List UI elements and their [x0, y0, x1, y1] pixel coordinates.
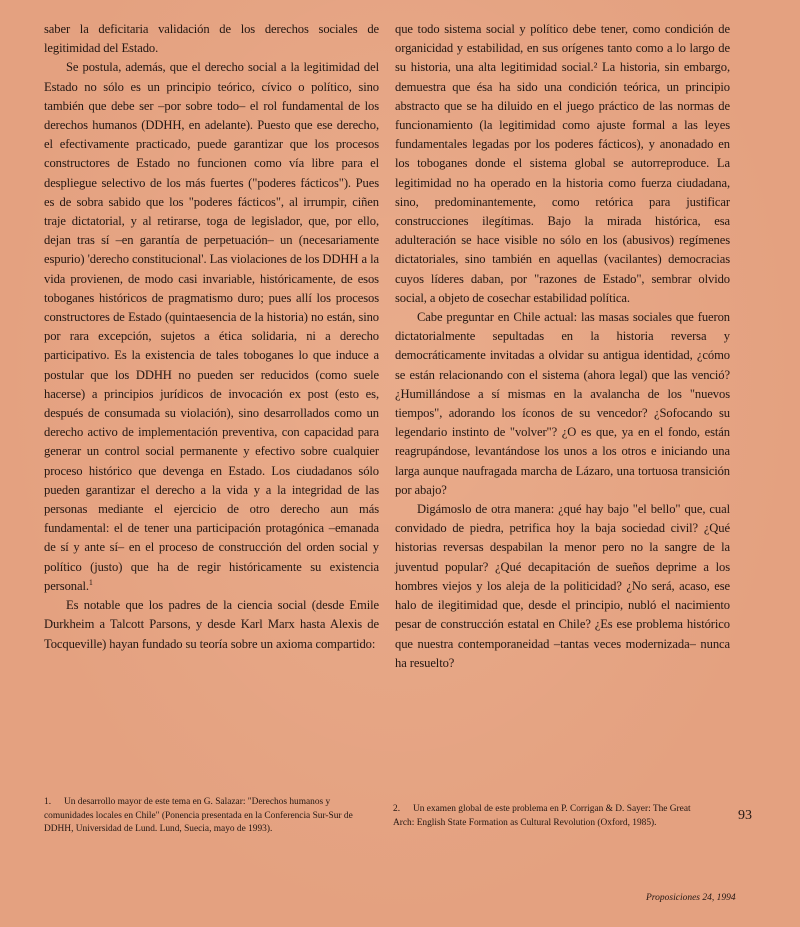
paragraph: [44, 58, 379, 596]
footnote-2: [393, 803, 693, 830]
page-number: 93: [738, 808, 752, 823]
paragraph: saber la deficitaria validación de los derechos sociales de legitimidad del Estado.: [44, 22, 379, 56]
running-footer: Proposiciones 24, 1994: [646, 893, 736, 903]
footnote-1: [44, 796, 374, 837]
footnote-text: Un desarrollo mayor de este tema en G. Salazar: "Derechos humanos y comunidades locales en Chile" (Ponencia presentada en la Conferencia Sur-Sur de DDHH, Universidad de Lund. Lund, Suecia, mayo de 1993).: [44, 797, 353, 835]
paragraph-text: Se postula, además, que el derecho social a la legitimidad del Estado no sólo es un principio teórico, cívico o político, sino también que debe ser –por sobre todo– el rol fundamental de los derechos humanos (DDHH, en adelante). Puesto que ese derecho, el efectivamente practicado, puede garantizar que los procesos constructores de Estado no funcionen como vía libre para el despliegue selectivo de los más fuertes ("poderes fácticos"). Pues es de sobra sabido que los "poderes fácticos", al irrumpir, ciñen traje dictatorial, y al retirarse, toga de legislador, que, por ello, dejan tras sí –en garantía de perpetuación– un (necesariamente espurio) 'derecho constitucional'. Las violaciones de los DDHH a la vida provienen, de modo casi invariable, históricamente, de esos toboganes históricos de pragmatismo duro; pues allí los procesos constructores de Estado (quintaesencia de la historia) no están, sino por rara excepción, sujetos a ética solidaria, ni a derecho participativo. Es la existencia de tales toboganes lo que induce a postular que los DDHH no pueden ser reducidos (como suele hacerse) a principios jurídicos de invocación ex post (esto es, después de consumada su violación), sino desarrollados como un derecho activo de implementación preventiva, con capacidad para generar un control social permanente y efectivo sobre cualquier proceso histórico que devenga en Estado. Los ciudadanos sólo pueden garantizar el derecho a la vida y a la integridad de las personas mediante el ejercicio de otro derecho aun más fundamental: el de tener una participación protagónica –emanada de sí y ante sí– en el proceso de construcción del orden social y político (justo) que ha de regir históricamente su existencia personal.: [44, 60, 379, 593]
footnote-number: 2.: [393, 804, 401, 814]
paragraph: Digámoslo de otra manera: ¿qué hay bajo "el bello" que, cual convidado de piedra, petrifica hoy la baja sociedad civil? ¿Qué historias reversas despabilan la menor pero no la sangre de la juventud popular? ¿Qué decapitación de sueños deprime a los hombres viejos y los aleja de la politicidad? ¿No será, acaso, ese halo de ilegitimidad que, desde el principio, nubló el nacimiento pesar de construcción estatal en Chile? ¿Es ese problema histórico que nuestra contemporaneidad –tantas veces modernizada– nunca ha resuelto?: [395, 502, 730, 670]
paragraph: que todo sistema social y político debe tener, como condición de organicidad y estabilidad, en sus orígenes tanto como a lo largo de su historia, una alta legitimidad social.² La historia, sin embargo, demuestra que ésa ha sido una condición teórica, un principio abstracto que se ha diluido en el juego práctico de las normas de funcionamiento (la legitimidad como ajuste formal a las leyes fundamentales legadas por los poderes fácticos), y anonadado en los toboganes donde el sistema global se autorreproduce. La legitimidad no ha operado en la historia como fuerza ciudadana, sino, predominantemente, como retórica para justificar construcciones ilegítimas. Bajo la mirada histórica, esa adulteración se hace visible no sólo en los (abusivos) regímenes dictatoriales, sino también en aquellas (vacilantes) democracias cuyos líderes daban, por "razones de Estado", sembrar olvido social, a objeto de cosechar estabilidad política.: [395, 22, 730, 305]
right-column: [395, 20, 730, 673]
footnote-text: Un examen global de este problema en P. Corrigan & D. Sayer: The Great Arch: English State Formation as Cultural Revolution (Oxford, 1985).: [393, 804, 691, 828]
footnote-number: 1.: [44, 797, 52, 807]
footnote-ref: 1: [88, 577, 93, 587]
left-column: [44, 20, 379, 654]
paragraph: Es notable que los padres de la ciencia social (desde Emile Durkheim a Talcott Parsons, y desde Karl Marx hasta Alexis de Tocqueville) hayan fundado su teoría sobre un axioma compartido:: [44, 598, 379, 651]
paragraph: Cabe preguntar en Chile actual: las masas sociales que fueron dictatorialmente sepultadas en la historia reversa y democráticamente invitadas a olvidar su antigua identidad, ¿cómo se están relacionando con el sistema (ahora legal) que las venció? ¿Humillándose a sí mismas en la avalancha de los "nuevos tiempos", adorando los íconos de su vencedor? ¿Sofocando su legendario instinto de "volver"? ¿O es que, ya en el fondo, están reagrupándose, levantándose los unos a los otros e iniciando una larga aunque naufragada marcha de Lázaro, una tortuosa transición por abajo?: [395, 310, 730, 497]
